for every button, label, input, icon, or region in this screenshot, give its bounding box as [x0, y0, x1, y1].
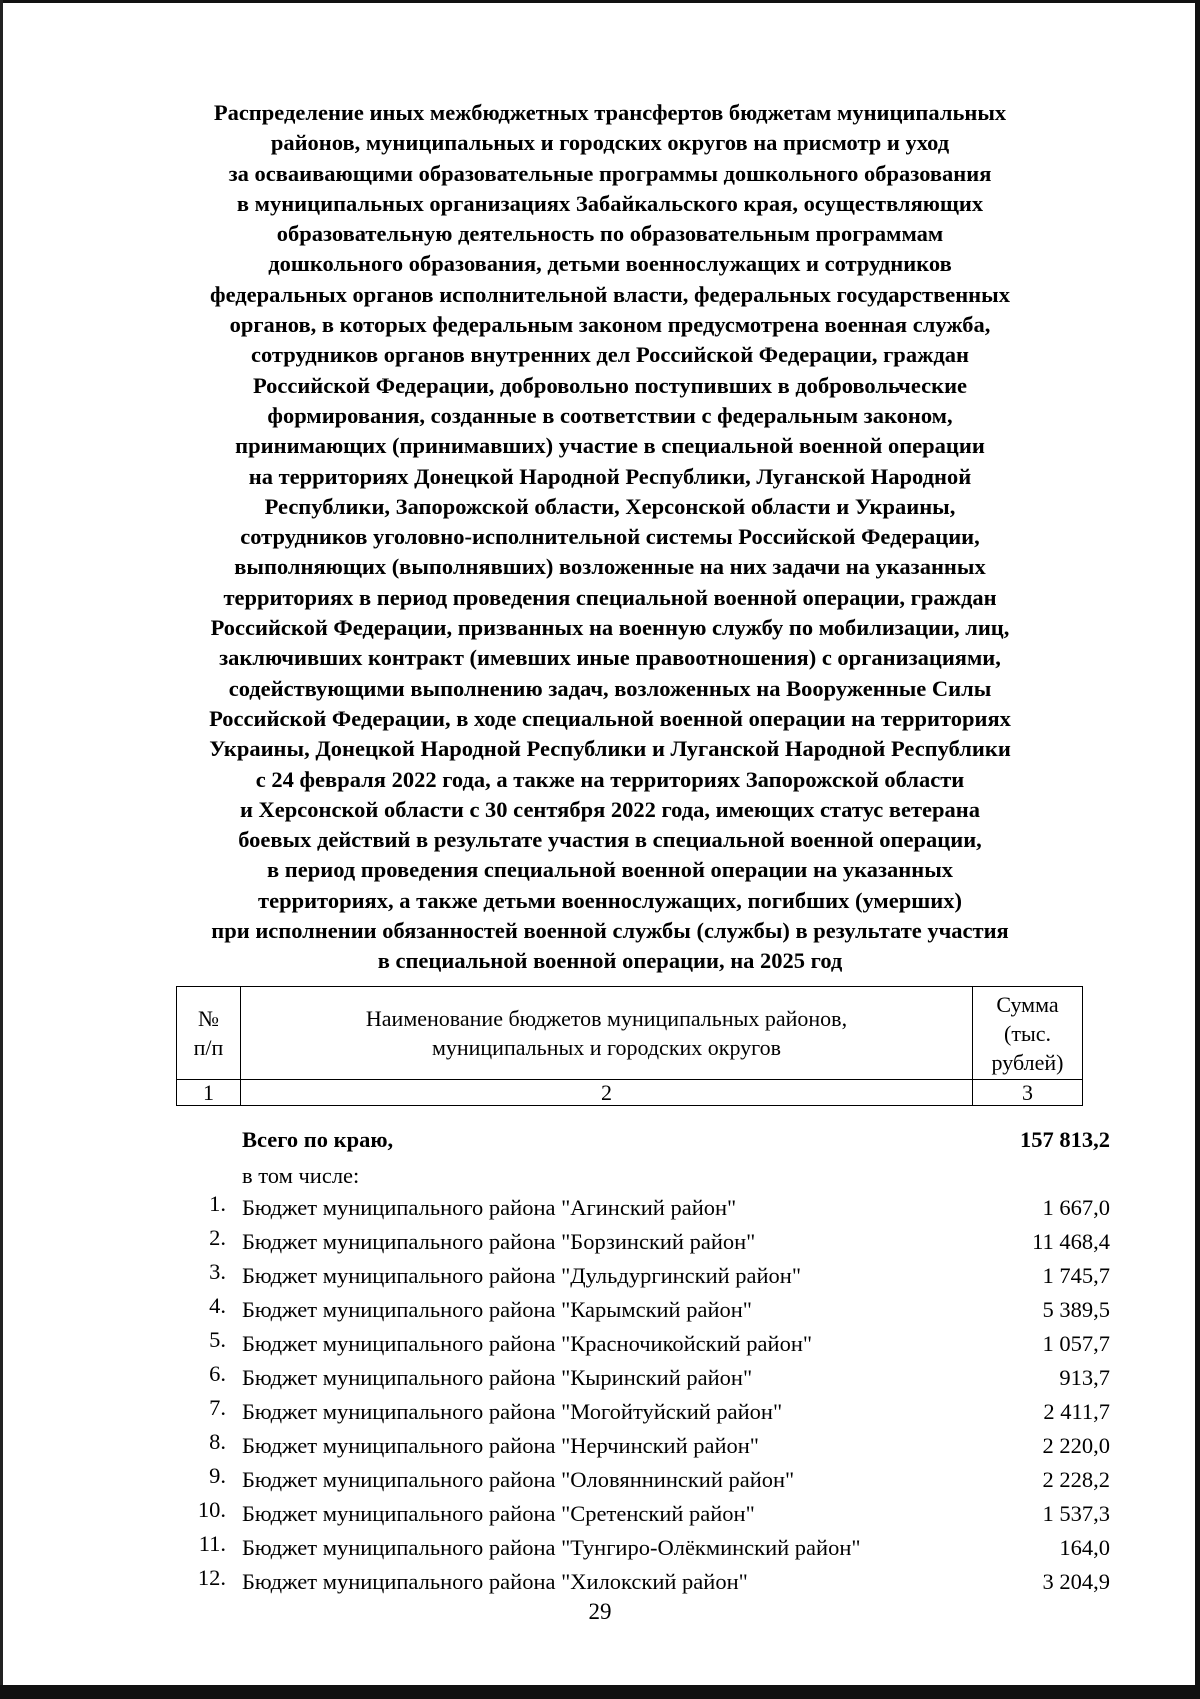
row-amount: 11 468,4 [1032, 1229, 1110, 1254]
row-amount: 2 228,2 [1042, 1467, 1110, 1492]
row-amount: 164,0 [1059, 1535, 1110, 1560]
header-name-label: Наименование бюджетов муниципальных районов, муниципальных и городских округов [365, 1006, 848, 1060]
row-amount: 1 745,7 [1042, 1263, 1110, 1288]
row-name: Бюджет муниципального района "Нерчинский район" [242, 1433, 759, 1458]
title-line: Распределение иных межбюджетных трансфертов бюджетам муниципальных [213, 100, 1007, 125]
row-name: Бюджет муниципального района "Агинский район" [242, 1195, 737, 1220]
row-number: 7. [209, 1395, 226, 1420]
scan-border-top [0, 0, 1200, 3]
subtotal-label: в том числе: [242, 1163, 360, 1188]
row-name: Бюджет муниципального района "Дульдургинский район" [242, 1263, 802, 1288]
row-amount: 5 389,5 [1042, 1297, 1110, 1322]
header-number-label: № п/п [193, 1006, 224, 1060]
row-number: 10. [197, 1497, 226, 1522]
title-line: в специальной военной операции, на 2025 год [377, 948, 843, 974]
page-number: 29 [588, 1599, 612, 1624]
title-line: Российской Федерации, призванных на военную службу по мобилизации, лиц, [210, 615, 1010, 641]
row-name: Бюджет муниципального района "Могойтуйский район" [242, 1399, 783, 1424]
title-line: образовательную деятельность по образовательным программам [276, 221, 944, 247]
row-name: Бюджет муниципального района "Хилокский район" [242, 1569, 748, 1594]
table-row [176, 1565, 1110, 1599]
title-line: федеральных органов исполнительной власти, федеральных государственных [210, 281, 1010, 307]
row-amount: 1 667,0 [1042, 1195, 1110, 1220]
total-label: Всего по краю, [242, 1127, 394, 1152]
title-line: выполняющих (выполнявших) возложенные на них задачи на указанных [234, 554, 986, 580]
title-line: боевых действий в результате участия в специальной военной операции, [238, 827, 982, 853]
title-line: районов, муниципальных и городских округов на присмотр и уход [270, 130, 950, 156]
row-amount: 913,7 [1059, 1365, 1110, 1390]
row-number: 3. [209, 1259, 226, 1284]
row-number: 4. [209, 1293, 226, 1318]
title-line: на территориях Донецкой Народной Республики, Луганской Народной [248, 463, 972, 489]
row-name: Бюджет муниципального района "Красночикойский район" [242, 1331, 813, 1356]
title-line: и Херсонской области с 30 сентября 2022 года, имеющих статус ветерана [239, 796, 981, 822]
title-line: Украины, Донецкой Народной Республики и Луганской Народной Республики [209, 736, 1011, 762]
title-line: в период проведения специальной военной операции на указанных [266, 857, 954, 883]
header-number-column [177, 987, 241, 1080]
table-row [176, 1191, 1110, 1225]
header-name-column [241, 987, 973, 1080]
table-row [176, 1361, 1110, 1395]
title-line: Российской Федерации, в ходе специальной военной операции на территориях [209, 705, 1011, 731]
title-line: органов, в которых федеральным законом предусмотрена военная служба, [229, 312, 991, 338]
title-line: территориях в период проведения специальной военной операции, граждан [223, 584, 997, 610]
row-number: 12. [197, 1565, 226, 1590]
subtotal-row [176, 1159, 1110, 1191]
row-amount: 2 220,0 [1042, 1433, 1110, 1458]
scan-border-right [1195, 0, 1200, 1699]
row-amount: 1 057,7 [1042, 1331, 1110, 1356]
title-line: с 24 февраля 2022 года, а также на территориях Запорожской области [255, 766, 965, 792]
budget-rows [176, 1123, 1110, 1599]
title-line: Российской Федерации, добровольно поступивших в добровольческие [252, 372, 968, 398]
row-number: 5. [209, 1327, 226, 1352]
row-name: Бюджет муниципального района "Сретенский район" [242, 1501, 755, 1526]
title-line: при исполнении обязанностей военной службы (службы) в результате участия [211, 918, 1009, 944]
row-number: 9. [209, 1463, 226, 1488]
column-number-2: 2 [241, 1080, 973, 1106]
total-amount: 157 813,2 [1020, 1127, 1110, 1152]
table-row [176, 1327, 1110, 1361]
title-line: формирования, созданные в соответствии с федеральным законом, [267, 402, 953, 428]
header-amount-column [973, 987, 1083, 1080]
title-line: сотрудников уголовно-исполнительной системы Российской Федерации, [240, 524, 980, 550]
scan-border-left [0, 0, 3, 1699]
table-row [176, 1259, 1110, 1293]
total-row [176, 1123, 1110, 1159]
title-line: за осваивающими образовательные программы дошкольного образования [228, 160, 992, 186]
row-number: 6. [209, 1361, 226, 1386]
row-name: Бюджет муниципального района "Карымский район" [242, 1297, 752, 1322]
table-header [176, 986, 1083, 1106]
table-row [176, 1225, 1110, 1259]
table-row [176, 1463, 1110, 1497]
table-row [176, 1293, 1110, 1327]
row-number: 8. [209, 1429, 226, 1454]
title-line: заключивших контракт (имевших иные правоотношения) с организациями, [219, 645, 1001, 671]
column-number-1: 1 [177, 1080, 241, 1106]
table-row [176, 1395, 1110, 1429]
row-name: Бюджет муниципального района "Тунгиро-Олёкминский район" [242, 1535, 861, 1560]
row-amount: 2 411,7 [1043, 1399, 1110, 1424]
row-amount: 1 537,3 [1042, 1501, 1110, 1526]
table-row [176, 1429, 1110, 1463]
row-number: 2. [209, 1225, 226, 1250]
document-title [150, 98, 1070, 977]
title-line: содействующими выполнению задач, возложенных на Вооруженные Силы [228, 675, 992, 701]
title-line: территориях, а также детьми военнослужащих, погибших (умерших) [258, 887, 962, 913]
title-line: дошкольного образования, детьми военнослужащих и сотрудников [268, 251, 952, 277]
row-name: Бюджет муниципального района "Борзинский район" [242, 1229, 756, 1254]
table-row [176, 1497, 1110, 1531]
row-number: 11. [198, 1531, 226, 1556]
table-row [176, 1531, 1110, 1565]
title-line: в муниципальных организациях Забайкальского края, осуществляющих [236, 190, 984, 216]
column-number-3: 3 [973, 1080, 1083, 1106]
row-amount: 3 204,9 [1042, 1569, 1110, 1594]
title-line: сотрудников органов внутренних дел Российской Федерации, граждан [250, 342, 969, 368]
title-line: принимающих (принимавших) участие в специальной военной операции [235, 433, 985, 459]
row-name: Бюджет муниципального района "Кыринский район" [242, 1365, 753, 1390]
header-amount-label: Сумма (тыс. рублей) [991, 991, 1064, 1075]
row-number: 1. [209, 1191, 226, 1216]
title-line: Республики, Запорожской области, Херсонской области и Украины, [264, 493, 956, 519]
row-name: Бюджет муниципального района "Оловяннинский район" [242, 1467, 795, 1492]
scan-border-bottom [0, 1685, 1200, 1699]
